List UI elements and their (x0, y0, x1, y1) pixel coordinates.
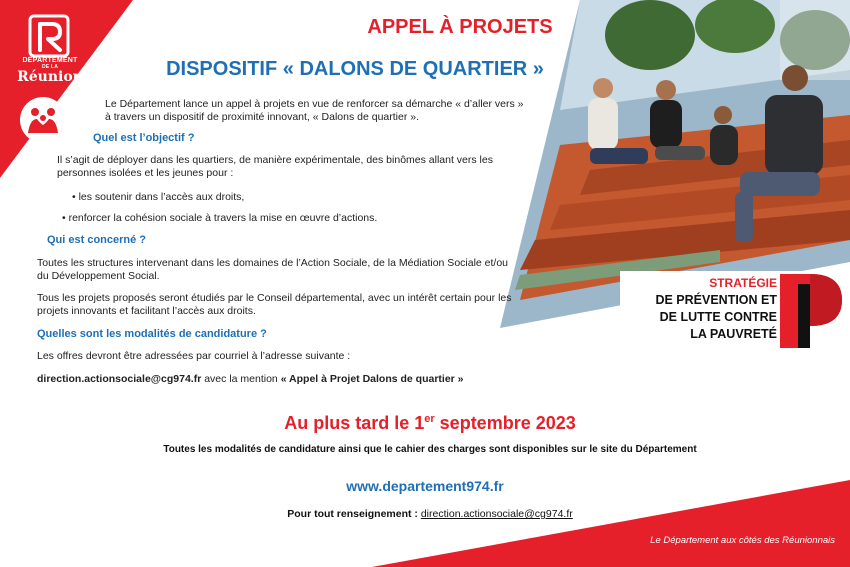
website-link[interactable]: www.departement974.fr (346, 478, 504, 494)
submission-line (37, 373, 464, 385)
submission-email[interactable]: direction.actionsociale@cg974.fr (37, 373, 202, 385)
social-family-icon (20, 97, 66, 143)
deadline-pre: Au plus tard le 1 (284, 413, 425, 433)
modalites-paragraph: Les offres devront être adressées par courriel à l’adresse suivante : (37, 350, 351, 362)
page-subtitle: DISPOSITIF « DALONS DE QUARTIER » (166, 58, 544, 80)
objectif-bullet-1: • les soutenir dans l’accès aux droits, (72, 191, 245, 203)
concerne-paragraph-2: Tous les projets proposés seront étudiés par le Conseil départemental, avec un intérêt certain pour les projets innovants et facilitant l’accès aux droits. (37, 292, 512, 317)
strategy-lines (600, 292, 777, 343)
social-label: SOCIAL (29, 148, 57, 155)
deadline-sup: er (424, 413, 435, 425)
heading-objectif: Quel est l’objectif ? (93, 132, 195, 144)
objectif-paragraph: Il s’agit de déployer dans les quartiers, de manière expérimentale, des binômes allant vers les personnes isolées et les jeunes pour : (57, 154, 493, 179)
departement-logo-icon (28, 14, 70, 58)
objectif-bullet-2: • renforcer la cohésion sociale à travers la mise en œuvre d’actions. (62, 212, 378, 224)
logo-reunion-text: Réunion (17, 69, 83, 85)
deadline-post: septembre 2023 (439, 413, 576, 433)
concerne-paragraph-1: Toutes les structures intervenant dans les domaines de l’Action Sociale, de la Médiation Sociale et/ou du Développement Social. (37, 257, 509, 282)
candidature-notice: Toutes les modalités de candidature ainsi que le cahier des charges sont disponibles sur le site du Département (163, 444, 697, 455)
submission-mention: « Appel à Projet Dalons de quartier » (280, 373, 464, 385)
heading-concerne: Qui est concerné ? (47, 234, 147, 246)
logo-departement-text: DÉPARTEMENT DE LA (22, 57, 78, 70)
info-label: Pour tout renseignement : (287, 508, 418, 520)
strategy-line-1: STRATÉGIE (709, 276, 777, 290)
strategy-line-3: DE LUTTE CONTRE (659, 310, 777, 324)
submission-mid-text: avec la mention (204, 373, 278, 385)
info-line (150, 508, 710, 520)
tagline: Le Département aux côtés des Réunionnais (650, 535, 835, 546)
page-title: APPEL À PROJETS (367, 16, 553, 38)
intro-paragraph: Le Département lance un appel à projets en vue de renforcer sa démarche « d’aller vers » à travers un dispositif de proximité innovant, « Dalons de quartier ». (105, 98, 524, 123)
heading-modalites: Quelles sont les modalités de candidature ? (37, 328, 267, 340)
pauvrete-p-logo-icon (780, 274, 842, 348)
strategy-line-4: LA PAUVRETÉ (690, 327, 777, 341)
info-email-link[interactable]: direction.actionsociale@cg974.fr (420, 508, 573, 520)
deadline-banner (150, 413, 710, 434)
strategy-line-2: DE PRÉVENTION ET (655, 293, 777, 307)
